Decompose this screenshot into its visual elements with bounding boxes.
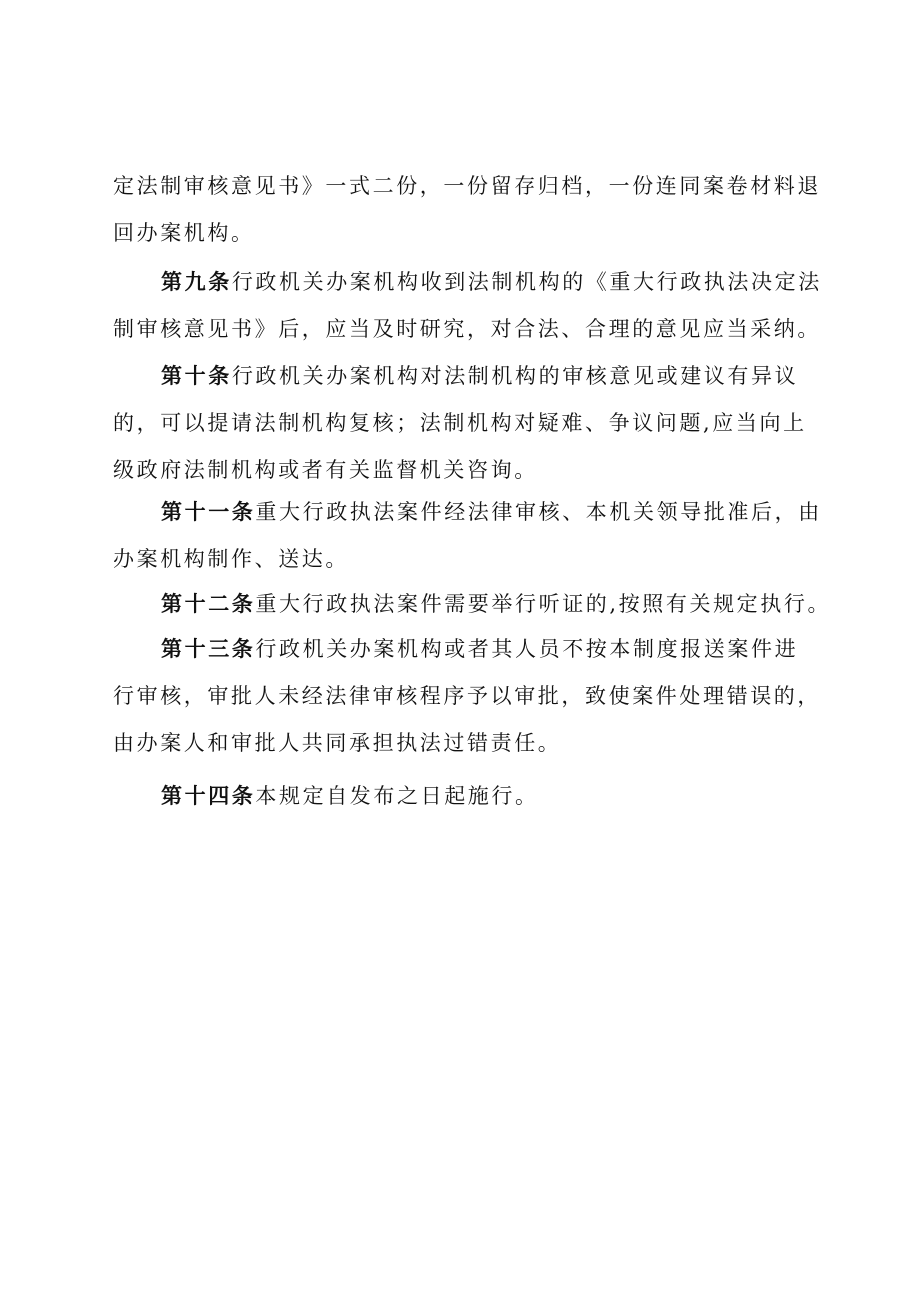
text-line: 行政机关办案机构或者其人员不按本制度报送案件进 — [255, 637, 799, 661]
article-13 — [113, 625, 821, 767]
text-line: 本规定自发布之日起施行。 — [255, 784, 539, 808]
text-line: 重大行政执法案件经法律审核、本机关领导批准后，由 — [255, 500, 822, 524]
text-line: 重大行政执法案件需要举行听证的,按照有关规定执行。 — [255, 592, 832, 616]
text-line: 定法制审核意见书》一式二份，一份留存归档，一份连同案卷材料退 — [113, 174, 821, 198]
article-heading: 第九条 — [161, 269, 232, 294]
article-heading: 第十四条 — [161, 783, 256, 808]
article-heading: 第十三条 — [161, 636, 256, 661]
article-9 — [113, 258, 822, 353]
text-line: 行政机关办案机构对法制机构的审核意见或建议有异议 — [231, 364, 799, 388]
article-12 — [113, 580, 832, 628]
text-line: 行政机关办案机构收到法制机构的《重大行政执法决定法 — [231, 270, 822, 294]
article-heading: 第十条 — [161, 363, 232, 388]
text-line: 由办案人和审批人共同承担执法过错责任。 — [113, 731, 562, 755]
article-10 — [113, 352, 813, 494]
article-14 — [113, 772, 813, 820]
text-line: 制审核意见书》后，应当及时研究，对合法、合理的意见应当采纳。 — [113, 317, 821, 341]
text-line: 级政府法制机构或者有关监督机关咨询。 — [113, 458, 538, 482]
text-line: 行审核，审批人未经法律审核程序予以审批，致使案件处理错误的， — [113, 684, 821, 708]
text-line: 回办案机构。 — [113, 221, 255, 245]
article-heading: 第十二条 — [161, 591, 256, 616]
paragraph-continuation — [113, 163, 821, 257]
article-heading: 第十一条 — [161, 499, 256, 524]
article-11 — [113, 488, 822, 583]
text-line: 办案机构制作、送达。 — [113, 547, 349, 571]
text-line: 的，可以提请法制机构复核；法制机构对疑难、争议问题,应当向上 — [113, 411, 807, 435]
